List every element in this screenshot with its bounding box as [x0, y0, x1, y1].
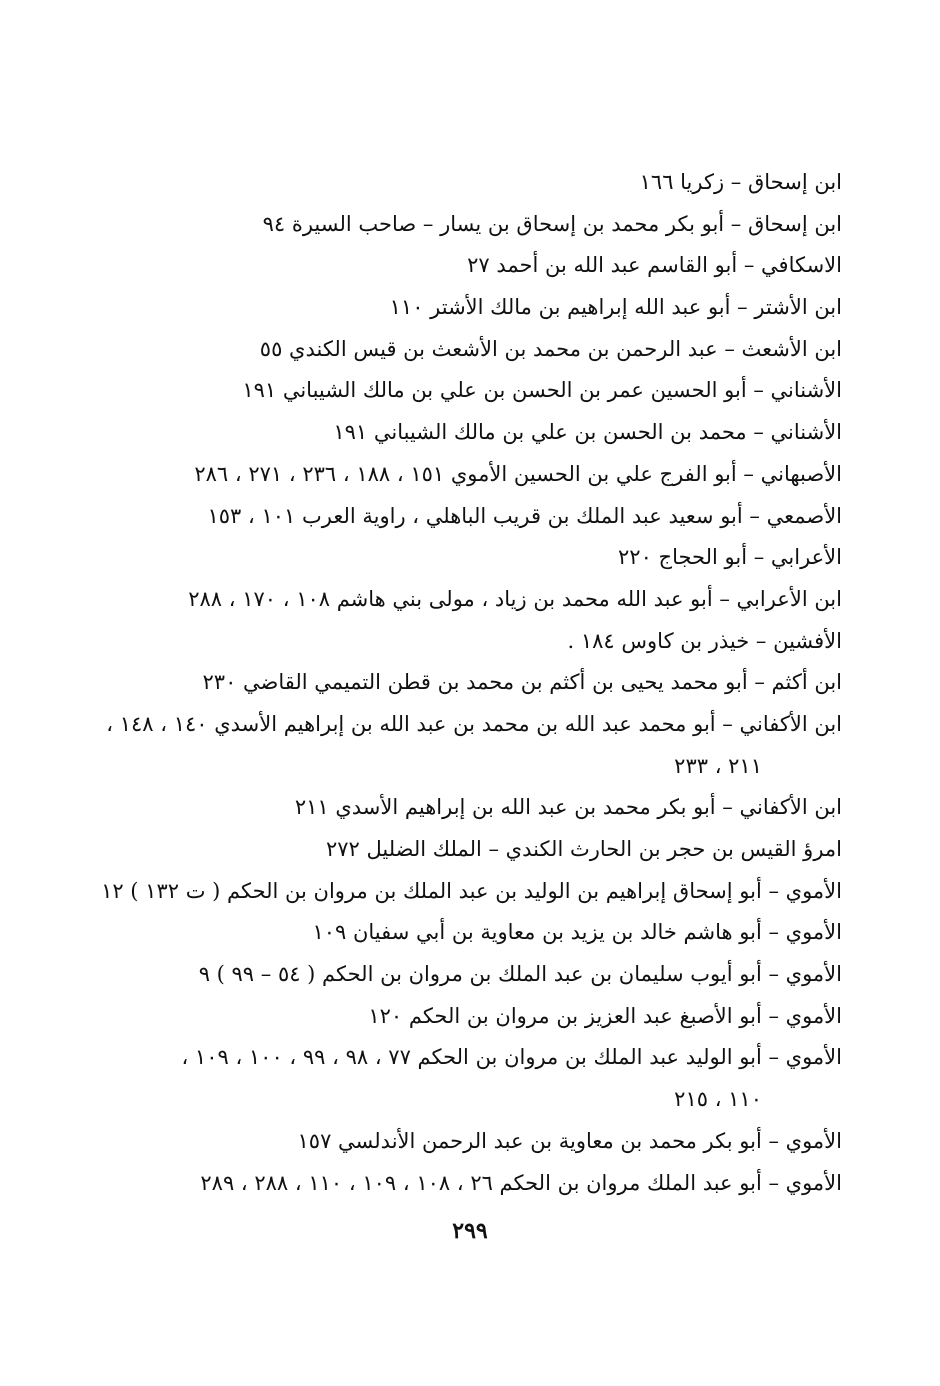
index-entry: الأموي – أبو الوليد عبد الملك بن مروان بن الحكم ٧٧ ، ٩٨ ، ٩٩ ، ١٠٠ ، ١٠٩ ،: [181, 1045, 842, 1070]
index-entry: الأشناني – محمد بن الحسن بن علي بن مالك الشيباني ١٩١: [333, 420, 842, 445]
index-entry: الأموي – أبو بكر محمد بن معاوية بن عبد الرحمن الأندلسي ١٥٧: [297, 1128, 842, 1153]
index-entry: ابن الأكفاني – أبو بكر محمد بن عبد الله بن إبراهيم الأسدي ٢١١: [294, 795, 842, 820]
index-entry: الأشناني – أبو الحسين عمر بن الحسن بن علي بن مالك الشيباني ١٩١: [242, 378, 842, 403]
index-entry: الأفشين – خيذر بن كاوس ١٨٤ .: [567, 628, 842, 653]
index-entry: ابن الأشتر – أبو عبد الله إبراهيم بن مالك الأشتر ١١٠: [389, 295, 842, 320]
index-entry: ابن الأعرابي – أبو عبد الله محمد بن زياد ، مولى بني هاشم ١٠٨ ، ١٧٠ ، ٢٨٨: [188, 586, 842, 611]
index-entry: الاسكافي – أبو القاسم عبد الله بن أحمد ٢٧: [467, 253, 842, 278]
index-entry: ابن إسحاق – أبو بكر محمد بن إسحاق بن يسار – صاحب السيرة ٩٤: [262, 211, 842, 236]
index-entry: ابن أكثم – أبو محمد يحيى بن أكثم بن محمد بن قطن التميمي القاضي ٢٣٠: [202, 670, 842, 695]
index-entry: الأموي – أبو هاشم خالد بن يزيد بن معاوية بن أبي سفيان ١٠٩: [312, 920, 842, 945]
index-entry: الأموي – أبو عبد الملك مروان بن الحكم ٢٦ ، ١٠٨ ، ١٠٩ ، ١١٠ ، ٢٨٨ ، ٢٨٩: [200, 1170, 842, 1195]
index-entry-continuation: ٢١١ ، ٢٣٣: [674, 753, 762, 778]
index-entry: امرؤ القيس بن حجر بن الحارث الكندي – الملك الضليل ٢٧٢: [325, 837, 842, 861]
index-entry: الأموي – أبو أيوب سليمان بن عبد الملك بن مروان بن الحكم ( ٥٤ – ٩٩ ) ٩: [198, 962, 842, 987]
index-entry: الأموي – أبو إسحاق إبراهيم بن الوليد بن عبد الملك بن مروان بن الحكم ( ت ١٣٢ ) ١٢: [101, 878, 842, 903]
page-number: ٢٩٩: [452, 1218, 488, 1244]
index-entry: الأموي – أبو الأصبغ عبد العزيز بن مروان بن الحكم ١٢٠: [368, 1003, 842, 1028]
index-entry: ابن الأكفاني – أبو محمد عبد الله بن محمد بن عبد الله بن إبراهيم الأسدي ١٤٠ ، ١٤٨ ،: [106, 711, 842, 736]
index-entry: ابن إسحاق – زكريا ١٦٦: [639, 170, 842, 194]
index-entry: الأصمعي – أبو سعيد عبد الملك بن قريب الباهلي ، راوية العرب ١٠١ ، ١٥٣: [207, 503, 842, 528]
index-entry: الأعرابي – أبو الحجاج ٢٢٠: [618, 545, 842, 570]
index-entry: ابن الأشعث – عبد الرحمن بن محمد بن الأشعث بن قيس الكندي ٥٥: [259, 336, 842, 361]
index-entry-continuation: ١١٠ ، ٢١٥: [674, 1087, 762, 1112]
index-entry: الأصبهاني – أبو الفرج علي بن الحسين الأموي ١٥١ ، ١٨٨ ، ٢٣٦ ، ٢٧١ ، ٢٨٦: [194, 461, 842, 486]
index-entries: [100, 162, 842, 1204]
